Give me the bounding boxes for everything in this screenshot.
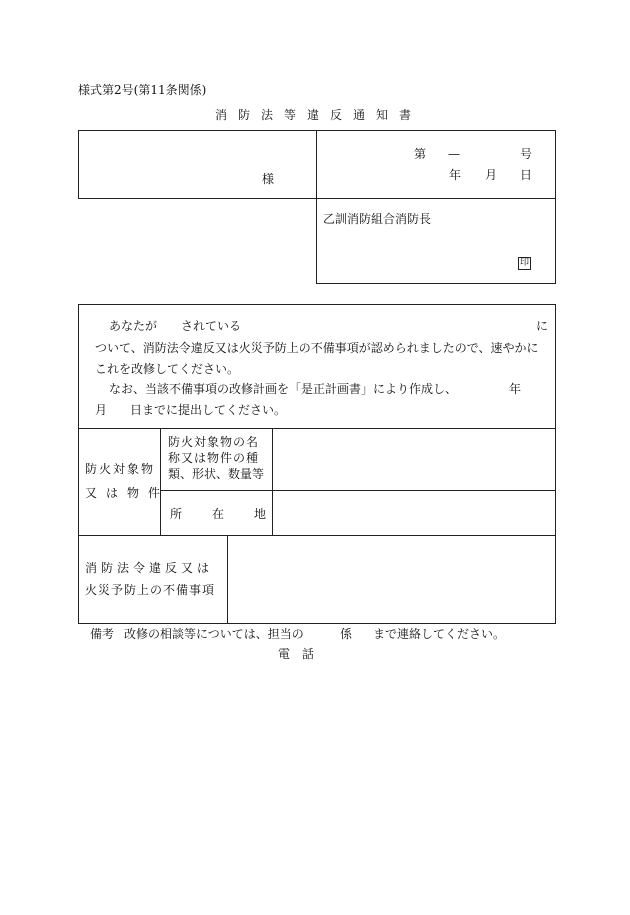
notice-line3: これを改修してください。 xyxy=(95,362,240,376)
object-label-line1: 防火対象物 xyxy=(85,462,156,476)
notice-line4-year: 年 xyxy=(509,382,522,396)
header-divider xyxy=(316,130,317,284)
object-section-top xyxy=(78,428,556,429)
remarks-text-c: まで連絡してください。 xyxy=(373,627,506,641)
issuer-box-right xyxy=(555,198,556,284)
form-number-label: 様式第2号(第11条関係) xyxy=(78,83,207,97)
object-name-label-line2: 称又は物件の種 xyxy=(168,451,260,465)
notice-line1-end: に xyxy=(536,319,549,333)
violation-label-line1: 消防法令違反又は xyxy=(85,561,214,575)
notice-line1-a: あなたが xyxy=(109,319,158,333)
notice-line2: ついて、消防法令違反又は火災予防上の不備事項が認められましたので、速やかに xyxy=(95,341,539,355)
notice-line5-rest: 日までに提出してください。 xyxy=(130,403,287,417)
issuer-box-bottom xyxy=(316,283,556,284)
violation-label-line2: 火災予防上の不備事項 xyxy=(85,583,216,597)
remarks-text-a: 改修の相談等については、担当の xyxy=(124,627,304,641)
number-suffix: 号 xyxy=(520,147,533,161)
header-table xyxy=(78,130,556,199)
phone-label: 電話 xyxy=(278,647,327,661)
location-label: 所在地 xyxy=(170,507,297,521)
object-name-label-line3: 類、形状、数量等 xyxy=(168,467,265,481)
issuer-name: 乙訓消防組合消防長 xyxy=(323,212,432,226)
number-dash: — xyxy=(448,147,460,161)
addressee-suffix: 様 xyxy=(262,172,275,186)
notice-line5-month: 月 xyxy=(95,403,108,417)
number-prefix: 第 xyxy=(414,147,427,161)
date-year-label: 年 xyxy=(449,168,462,182)
seal-mark: 印 xyxy=(519,258,529,268)
object-label-line2: 又は物件 xyxy=(85,486,170,500)
violation-section-top xyxy=(78,535,556,536)
date-month-label: 月 xyxy=(485,168,498,182)
violation-label-divider xyxy=(227,535,228,624)
object-name-label-line1: 防火対象物の名 xyxy=(168,435,260,449)
document-title: 消防法等違反通知書 xyxy=(215,108,423,122)
object-row-divider xyxy=(160,490,556,491)
date-day-label: 日 xyxy=(520,168,533,182)
object-label-divider xyxy=(160,428,161,535)
remarks-text-b: 係 xyxy=(340,627,353,641)
notice-line4: なお、当該不備事項の改修計画を「是正計画書」により作成し、 xyxy=(109,382,458,396)
remarks-label: 備考 xyxy=(90,627,115,641)
notice-line1-b: されている xyxy=(181,319,242,333)
